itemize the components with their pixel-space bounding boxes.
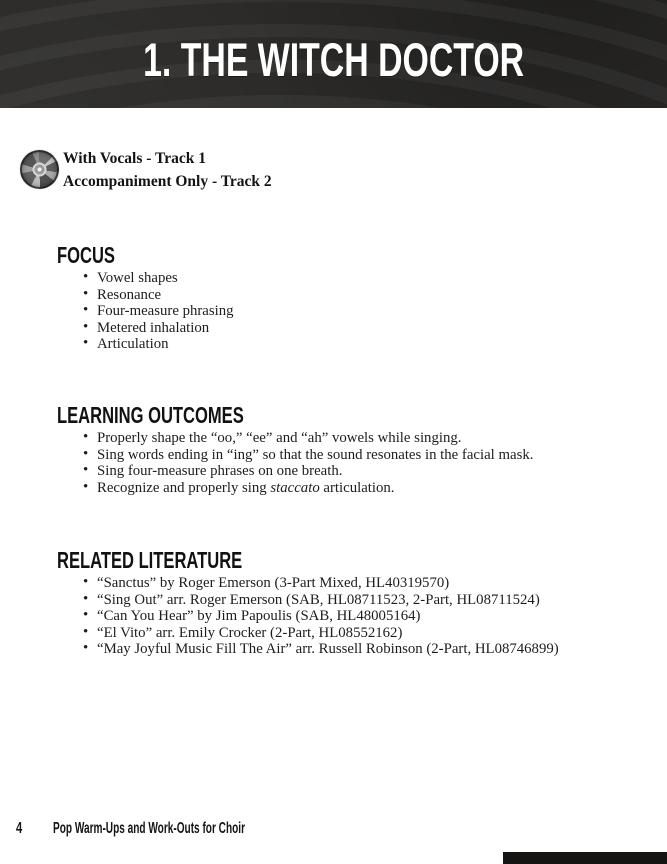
audio-track-lines [63, 146, 272, 193]
focus-bullet-list [57, 270, 617, 353]
list-item: • “El Vito” arr. Emily Crocker (2-Part, HL08552162) [57, 625, 617, 642]
next-page-corner-band [503, 852, 667, 864]
list-item: • Sing words ending in “ing” so that the sound resonates in the facial mask. [57, 447, 617, 464]
list-item: • Resonance [57, 287, 617, 304]
section-heading-learning-outcomes: LEARNING OUTCOMES [57, 402, 244, 428]
cd-icon [20, 150, 59, 189]
header-band [0, 0, 667, 108]
section-heading-focus: FOCUS [57, 242, 115, 268]
list-item: • “May Joyful Music Fill The Air” arr. Russell Robinson (2-Part, HL08746899) [57, 641, 617, 658]
page-title: 1. THE WITCH DOCTOR [142, 32, 525, 86]
list-item: • Sing four-measure phrases on one breath. [57, 463, 617, 480]
page-number: 4 [16, 820, 23, 837]
section-related-literature [57, 547, 617, 658]
audio-track-info [20, 146, 272, 193]
related-literature-bullet-list [57, 575, 617, 658]
list-item: • Recognize and properly sing staccato articulation. [57, 480, 617, 497]
learning-outcomes-bullet-list [57, 430, 617, 496]
book-title: Pop Warm-Ups and Work-Outs for Choir [52, 820, 245, 837]
list-item: • Metered inhalation [57, 320, 617, 337]
list-item: • “Sing Out” arr. Roger Emerson (SAB, HL08711523, 2-Part, HL08711524) [57, 592, 617, 609]
section-focus [57, 242, 617, 353]
list-item: • Articulation [57, 336, 617, 353]
track-line-accompaniment: Accompaniment Only - Track 2 [63, 173, 272, 190]
list-item: • Four-measure phrasing [57, 303, 617, 320]
section-learning-outcomes [57, 402, 617, 496]
track-line-vocals: With Vocals - Track 1 [63, 150, 206, 167]
list-item: • “Can You Hear” by Jim Papoulis (SAB, HL48005164) [57, 608, 617, 625]
list-item: • Vowel shapes [57, 270, 617, 287]
page-footer [0, 820, 667, 837]
list-item: • Properly shape the “oo,” “ee” and “ah” vowels while singing. [57, 430, 617, 447]
list-item: • “Sanctus” by Roger Emerson (3-Part Mixed, HL40319570) [57, 575, 617, 592]
section-heading-related-literature: RELATED LITERATURE [57, 547, 243, 573]
